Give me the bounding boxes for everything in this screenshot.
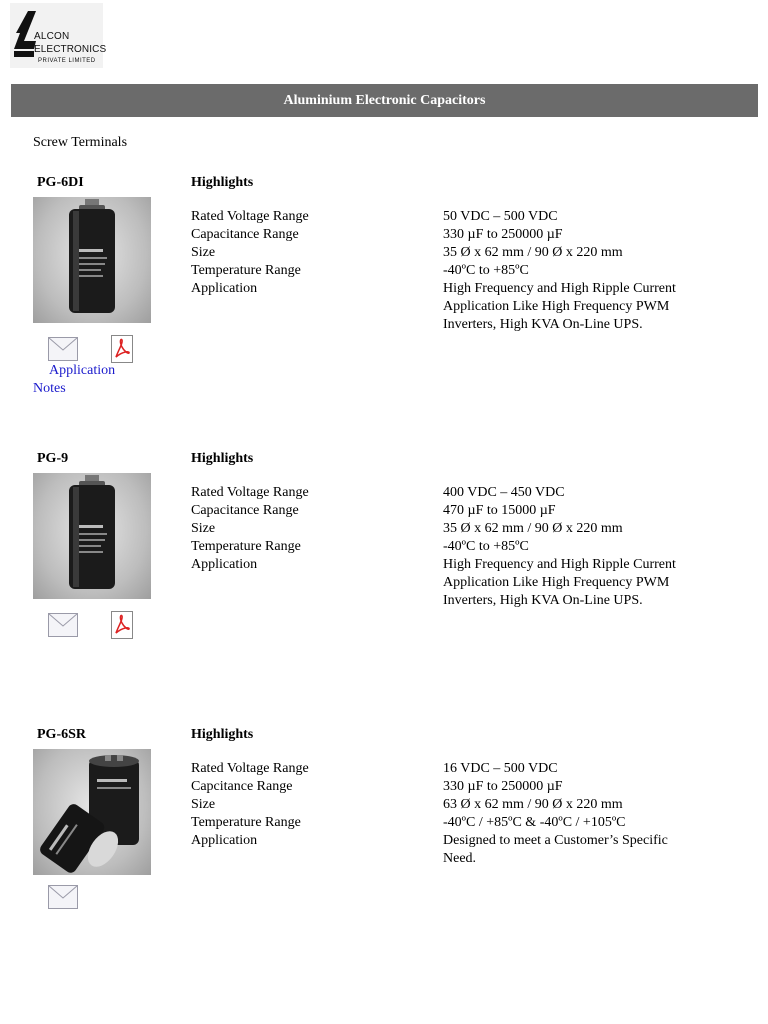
spec-label: Application: [191, 557, 258, 572]
logo-name-line2: ELECTRONICS: [34, 44, 107, 55]
spec-row: [191, 556, 751, 610]
spec-label: Size: [191, 797, 216, 812]
spec-value: -40ºC to +85ºC: [443, 263, 529, 278]
highlights-heading: Highlights: [191, 451, 254, 466]
spec-value: -40ºC to +85ºC: [443, 539, 529, 554]
spec-row: [191, 520, 751, 538]
spec-row: [191, 778, 751, 796]
section-title: Screw Terminals: [33, 135, 128, 150]
spec-row: [191, 244, 751, 262]
product-pg-6sr: [0, 727, 768, 997]
page-title-banner: Aluminium Electronic Capacitors: [11, 84, 758, 117]
application-notes-link[interactable]: [33, 362, 133, 398]
spec-table: [191, 760, 751, 868]
logo-name-line1: ALCON: [34, 31, 70, 42]
application-notes-label[interactable]: Application Notes: [33, 363, 116, 396]
spec-label: Size: [191, 521, 216, 536]
product-name: PG-6DI: [37, 175, 84, 190]
spec-label: Rated Voltage Range: [191, 761, 309, 776]
product-pg-9: [0, 451, 768, 721]
spec-row: [191, 226, 751, 244]
spec-row: [191, 208, 751, 226]
product-name: PG-6SR: [37, 727, 86, 742]
email-enquiry-icon[interactable]: [48, 337, 78, 361]
spec-label: Capacitance Range: [191, 503, 299, 518]
spec-label: Capcitance Range: [191, 779, 293, 794]
spec-label: Size: [191, 245, 216, 260]
spec-value: High Frequency and High Ripple Current Application Like High Frequency PWM Inverters, High KVA On-Line UPS.: [443, 281, 676, 332]
spec-label: Application: [191, 281, 258, 296]
spec-value: 35 Ø x 62 mm / 90 Ø x 220 mm: [443, 521, 623, 536]
spec-row: [191, 760, 751, 778]
spec-label: Application: [191, 833, 258, 848]
spec-row: [191, 814, 751, 832]
spec-row: [191, 832, 751, 868]
spec-table: [191, 208, 751, 334]
spec-value: -40ºC / +85ºC & -40ºC / +105ºC: [443, 815, 626, 830]
highlights-heading: Highlights: [191, 175, 254, 190]
product-pg-6di: [0, 175, 768, 445]
pdf-datasheet-icon[interactable]: [111, 335, 133, 363]
spec-label: Rated Voltage Range: [191, 485, 309, 500]
spec-value: 35 Ø x 62 mm / 90 Ø x 220 mm: [443, 245, 623, 260]
spec-row: [191, 262, 751, 280]
spec-label: Temperature Range: [191, 815, 301, 830]
spec-row: [191, 502, 751, 520]
capacitor-pair-image-icon: [33, 749, 151, 875]
capacitor-image-icon: [33, 473, 151, 599]
spec-row: [191, 280, 751, 334]
spec-label: Temperature Range: [191, 263, 301, 278]
logo-name-line3: PRIVATE LIMITED: [38, 58, 96, 64]
spec-table: [191, 484, 751, 610]
highlights-heading: Highlights: [191, 727, 254, 742]
email-enquiry-icon[interactable]: [48, 613, 78, 637]
spec-value: Designed to meet a Customer’s Specific Need.: [443, 833, 668, 866]
spec-label: Temperature Range: [191, 539, 301, 554]
spec-row: [191, 796, 751, 814]
spec-value: High Frequency and High Ripple Current Application Like High Frequency PWM Inverters, High KVA On-Line UPS.: [443, 557, 676, 608]
spec-value: 50 VDC – 500 VDC: [443, 209, 558, 224]
spec-value: 470 µF to 15000 µF: [443, 503, 556, 518]
spec-value: 400 VDC – 450 VDC: [443, 485, 565, 500]
spec-value: 63 Ø x 62 mm / 90 Ø x 220 mm: [443, 797, 623, 812]
product-photo: [33, 197, 151, 323]
pdf-datasheet-icon[interactable]: [111, 611, 133, 639]
spec-label: Capacitance Range: [191, 227, 299, 242]
product-photo: [33, 473, 151, 599]
capacitor-image-icon: [33, 197, 151, 323]
company-logo: [10, 3, 107, 68]
spec-value: 16 VDC – 500 VDC: [443, 761, 558, 776]
product-photo: [33, 749, 151, 875]
spec-row: [191, 484, 751, 502]
spec-row: [191, 538, 751, 556]
spec-value: 330 µF to 250000 µF: [443, 227, 563, 242]
email-enquiry-icon[interactable]: [48, 885, 78, 909]
product-name: PG-9: [37, 451, 69, 466]
spec-value: 330 µF to 250000 µF: [443, 779, 563, 794]
spec-label: Rated Voltage Range: [191, 209, 309, 224]
